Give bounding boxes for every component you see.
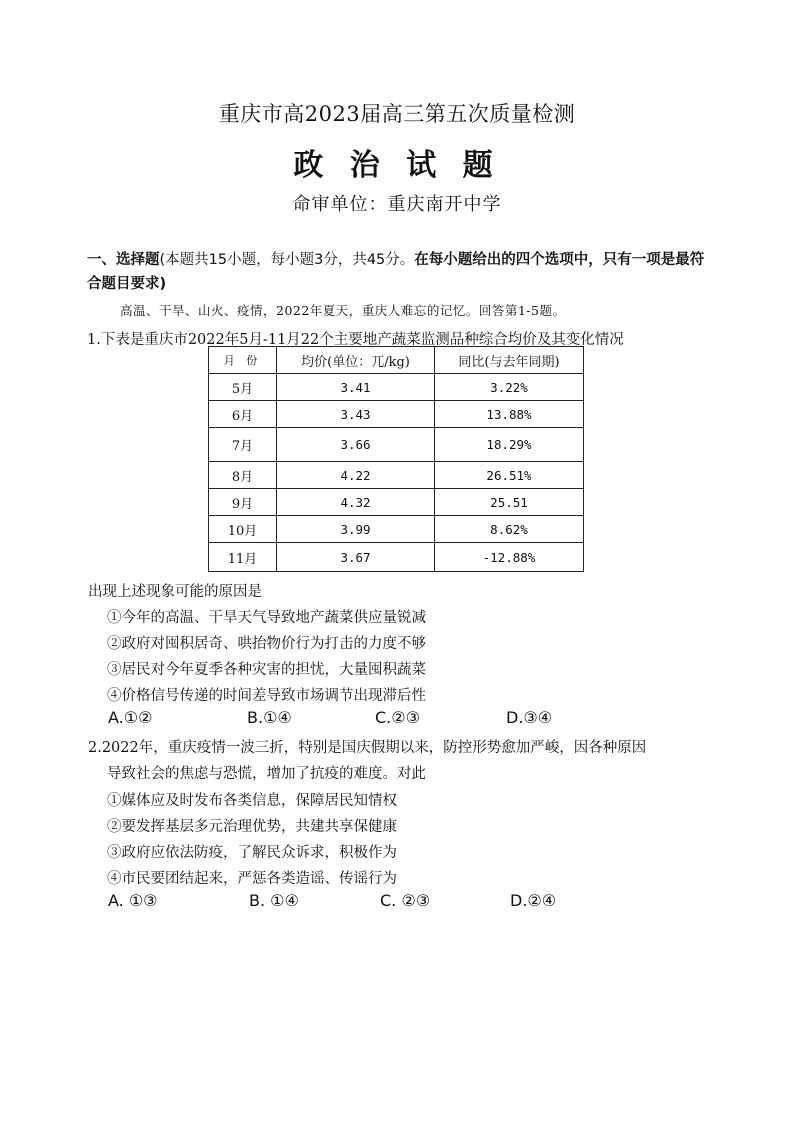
section-heading [87, 248, 712, 296]
section-heading-part2: (本题共15小题，每小题3分，共45分。 [159, 252, 415, 268]
table-cell-yoy: 18.29% [435, 428, 584, 462]
table-cell-yoy: 26.51% [435, 462, 584, 489]
choice-c[interactable]: C.②③ [375, 708, 420, 727]
table-cell-price: 3.66 [277, 428, 435, 462]
table-cell-yoy: 13.88% [435, 401, 584, 428]
question-1-option-2: ②政府对囤积居奇、哄抬物价行为打击的力度不够 [107, 636, 426, 652]
question-1-choices [108, 708, 628, 730]
table-header-price: 均价(单位：兀/kg) [277, 347, 435, 374]
subject-title: 政 治 试 题 [293, 148, 501, 183]
table-row [209, 516, 584, 543]
question-2-stem-continued: 导致社会的焦虑与恐慌，增加了抗疫的难度。对此 [107, 766, 426, 782]
price-table [208, 346, 584, 572]
question-1-option-4: ④价格信号传递的时间差导致市场调节出现滞后性 [107, 688, 426, 704]
table-row [209, 462, 584, 489]
table-cell-price: 3.99 [277, 516, 435, 543]
section-heading-part1: 一、选择题 [87, 252, 160, 268]
table-row [209, 374, 584, 401]
table-row [209, 543, 584, 572]
table-cell-month: 9月 [209, 489, 277, 516]
table-cell-price: 3.67 [277, 543, 435, 572]
table-cell-yoy: 8.62% [435, 516, 584, 543]
table-cell-yoy: -12.88% [435, 543, 584, 572]
table-cell-month: 5月 [209, 374, 277, 401]
setter-unit: 命审单位：重庆南开中学 [292, 194, 502, 215]
table-row [209, 428, 584, 462]
table-cell-yoy: 25.51 [435, 489, 584, 516]
question-2-option-2: ②要发挥基层多元治理优势，共建共享保健康 [107, 819, 397, 835]
question-2-option-1: ①媒体应及时发布各类信息，保障居民知情权 [107, 793, 397, 809]
question-1-stem: 1.下表是重庆市2022年5月-11月22个主要地产蔬菜监测品种综合均价及其变化情况 [87, 332, 624, 348]
question-1-option-3: ③居民对今年夏季各种灾害的担忧，大量囤积蔬菜 [107, 662, 426, 678]
question-2-stem: 2.2022年，重庆疫情一波三折，特别是国庆假期以来，防控形势愈加严峻，因各种原因 [88, 740, 647, 756]
choice-a[interactable]: A. ①③ [108, 891, 158, 910]
table-row [209, 489, 584, 516]
table-cell-price: 4.32 [277, 489, 435, 516]
table-cell-yoy: 3.22% [435, 374, 584, 401]
exam-title: 重庆市高2023届高三第五次质量检测 [218, 102, 576, 126]
question-1-option-1: ①今年的高温、干旱天气导致地产蔬菜供应量锐减 [107, 610, 426, 626]
table-header-month: 月 份 [209, 347, 277, 374]
choice-b[interactable]: B. ①④ [249, 891, 299, 910]
table-cell-month: 7月 [209, 428, 277, 462]
table-row [209, 401, 584, 428]
table-header-yoy: 同比(与去年同期) [435, 347, 584, 374]
table-cell-price: 3.43 [277, 401, 435, 428]
choice-c[interactable]: C. ②③ [380, 891, 431, 910]
table-cell-month: 10月 [209, 516, 277, 543]
question-2-choices [108, 891, 628, 913]
choice-b[interactable]: B.①④ [247, 708, 292, 727]
question-2-option-4: ④市民要团结起来，严惩各类造谣、传谣行为 [107, 871, 397, 887]
table-cell-price: 3.41 [277, 374, 435, 401]
section-heading-part3: 在每小题给出的四个选项中，只有一项是最符合题目要求) [87, 252, 705, 292]
choice-d[interactable]: D.②④ [510, 891, 557, 910]
table-header-row [209, 347, 584, 374]
table-cell-month: 6月 [209, 401, 277, 428]
table-cell-month: 11月 [209, 543, 277, 572]
question-2-option-3: ③政府应依法防疫，了解民众诉求，积极作为 [107, 845, 397, 861]
table-cell-month: 8月 [209, 462, 277, 489]
section-intro: 高温、干旱、山火、疫情，2022年夏天，重庆人难忘的记忆。回答第1-5题。 [120, 303, 566, 318]
question-1-prompt: 出现上述现象可能的原因是 [88, 584, 262, 600]
choice-a[interactable]: A.①② [108, 708, 153, 727]
table-cell-price: 4.22 [277, 462, 435, 489]
choice-d[interactable]: D.③④ [506, 708, 553, 727]
